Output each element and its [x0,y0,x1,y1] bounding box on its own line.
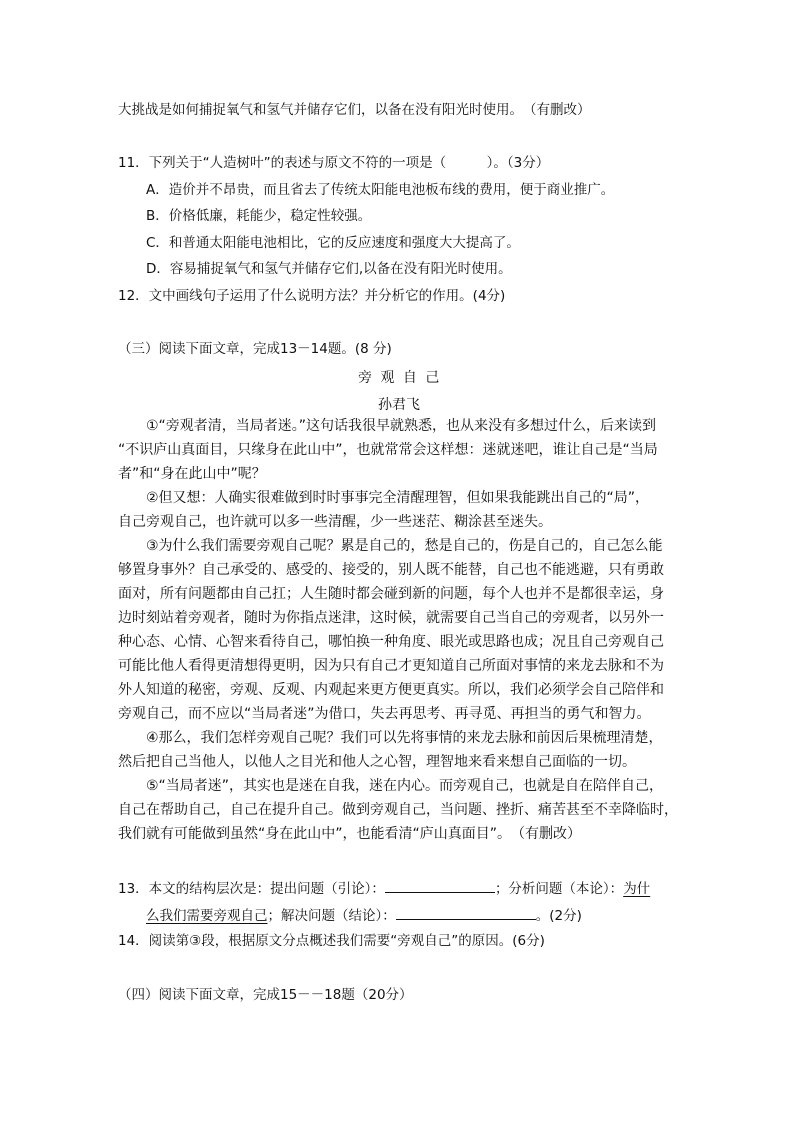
article-line-18: 我们就有可能做到虽然“身在此山中”，也能看清“庐山真面目”。 （有删改） [118,826,582,842]
question-11-option-a: A．造价并不昂贵，而且省去了传统太阳能电池板布线的费用，便于商业推广。 [146,182,615,198]
question-13-underlined-answer-a: 为什 [623,881,651,897]
question-11-option-c: C．和普通太阳能电池相比，它的反应速度和强度大大提高了。 [146,235,520,251]
article-line-7: 够置身事外？自己承受的、感受的、接受的，别人既不能替，自己也不能逃避，只有勇敢 [118,562,664,578]
article-line-10: 种心态、心情、心智来看待自己，哪怕换一种角度、眼光或思路也成；况且自己旁观自己 [118,634,664,650]
question-13-line-1 [118,878,650,899]
question-13-underlined-answer-b: 么我们需要旁观自己 [146,908,268,924]
question-13-part-1: 13．本文的结构层次是：提出问题（引论）： [118,881,385,897]
article-line-8: 面对，所有问题都由自己扛；人生随时都会碰到新的问题，每个人也并不是都很幸运，身 [118,586,664,602]
intro-line: 大挑战是如何捕捉氧气和氢气并储存它们，以备在没有阳光时使用。 （有删改） [118,102,591,118]
article-line-15: 然后把自己当他人，以他人之目光和他人之心智，理智地来看来想自己面临的一切。 [118,754,636,770]
article-line-4: ②但又想：人确实很难做到时时事事完全清醒理智，但如果我能跳出自己的“局”， [146,490,650,506]
article-title: 旁 观 自 己 [358,370,442,386]
article-line-9: 边时刻站着旁观者，随时为你指点迷津，这时候，就需要自己当自己的旁观者，以另外一 [118,610,664,626]
question-13-part-2: ；分析问题（本论）： [494,881,624,897]
article-line-5: 自己旁观自己，也许就可以多一些清醒，少一些迷茫、糊涂甚至迷失。 [118,514,552,530]
article-line-16: ⑤“当局者迷”，其实也是迷在自我，迷在内心。而旁观自己，也就是自在陪伴自己， [146,778,664,794]
article-line-13: 旁观自己，而不应以“当局者迷”为借口，失去再思考、再寻觅、再担当的勇气和智力。 [118,706,651,722]
question-11-option-b: B．价格低廉，耗能少，稳定性较强。 [146,208,372,224]
article-line-14: ④那么，我们怎样旁观自己呢？我们可以先将事情的来龙去脉和前因后果梳理清楚， [146,730,663,746]
answer-blank-conclusion[interactable] [396,905,536,920]
article-line-12: 外人知道的秘密，旁观、反观、内观起来更方便更真实。所以，我们必须学会自己陪伴和 [118,682,664,698]
section-3-header: （三）阅读下面文章，完成13－14题。(8 分) [118,341,392,357]
article-line-1: ①“旁观者清，当局者迷。”这句话我很早就熟悉，也从来没有多想过什么，后来读到 [146,418,657,434]
question-13-line-2 [146,905,582,926]
article-line-17: 自己在帮助自己，自己在提升自己。做到旁观自己，当问题、挫折、痛苦甚至不幸降临时， [118,802,678,818]
article-line-6: ③为什么我们需要旁观自己呢？累是自己的，愁是自己的，伤是自己的，自己怎么能 [146,538,663,554]
question-11-option-d: D．容易捕捉氧气和氢气并储存它们,以备在没有阳光时使用。 [146,261,512,277]
article-line-2: “不识庐山真面目，只缘身在此山中”，也就常常会这样想：迷就迷吧，谁让自己是“当局 [118,442,658,458]
question-12: 12．文中画线句子运用了什么说明方法？并分析它的作用。(4分) [118,288,506,304]
article-line-11: 可能比他人看得更清想得更明，因为只有自己才更知道自己所面对事情的来龙去脉和不为 [118,658,664,674]
answer-blank-introduction[interactable] [385,878,495,893]
article-author: 孙君飞 [378,397,420,413]
question-13-part-3: ；解决问题（结论）： [267,908,396,924]
question-11-stem: 11．下列关于“人造树叶”的表述与原文不符的一项是（ ）。（3分） [118,155,550,171]
section-4-header: （四）阅读下面文章，完成15－－18题（20分） [118,987,413,1003]
article-line-3: 者”和“身在此山中”呢？ [118,466,266,482]
question-13-part-4: 。(2分) [535,908,582,924]
question-14: 14．阅读第③段，根据原文分点概述我们需要“旁观自己”的原因。(6分) [118,933,545,949]
